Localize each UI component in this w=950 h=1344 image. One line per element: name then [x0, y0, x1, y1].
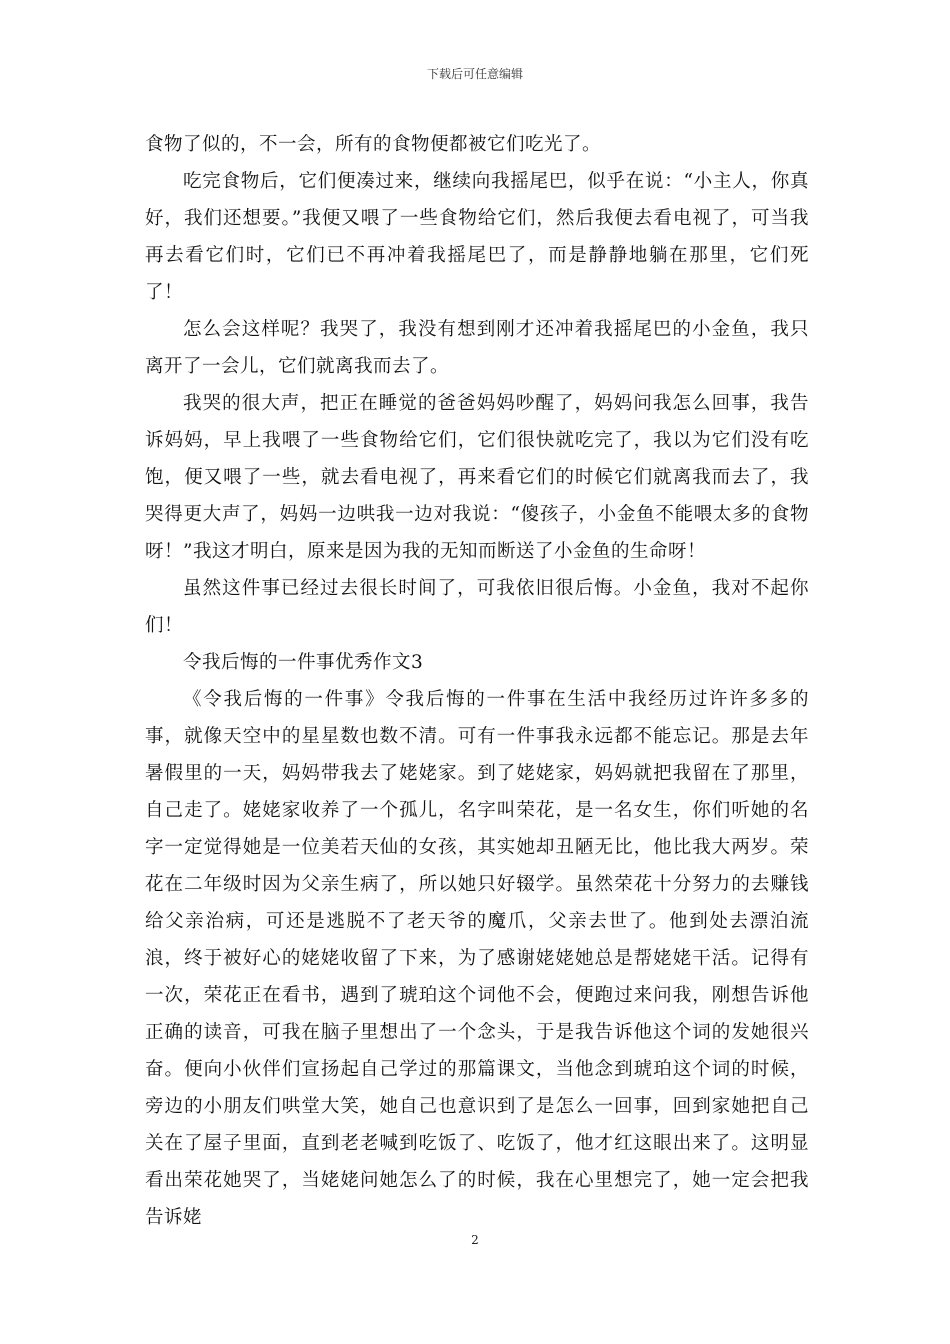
paragraph: 怎么会这样呢？我哭了，我没有想到刚才还冲着我摇尾巴的小金鱼，我只离开了一会儿，它们就离我而去了。 — [145, 319, 809, 377]
paragraph: 《令我后悔的一件事》令我后悔的一件事在生活中我经历过许许多多的事，就像天空中的星星数也数不清。可有一件事我永远都不能忘记。那是去年暑假里的一天，妈妈带我去了姥姥家。到了姥姥家，妈妈就把我留在了那里，自己走了。姥姥家收养了一个孤儿，名字叫荣花，是一名女生，你们听她的名字一定觉得她是一位美若天仙的女孩，其实她却丑陋无比，他比我大两岁。荣花在二年级时因为父亲生病了，所以她只好辍学。虽然荣花十分努力的去赚钱给父亲治病，可还是逃脱不了老天爷的魔爪，父亲去世了。他到处去漂泊流浪，终于被好心的姥姥收留了下来，为了感谢姥姥她总是帮姥姥干活。记得有一次，荣花正在看书，遇到了琥珀这个词他不会，便跑过来问我，刚想告诉他正确的读音，可我在脑子里想出了一个念头，于是我告诉他这个词的发她很兴奋。便向小伙伴们宣扬起自己学过的那篇课文，当他念到琥珀这个词的时候，旁边的小朋友们哄堂大笑，她自己也意识到了是怎么一回事，回到家她把自己关在了屋子里面，直到老老喊到吃饭了、吃饭了，他才红这眼出来了。这明显看出荣花她哭了，当姥姥问她怎么了的时候，我在心里想完了，她一定会把我告诉姥 — [145, 689, 809, 1228]
paragraph: 我哭的很大声，把正在睡觉的爸爸妈妈吵醒了，妈妈问我怎么回事，我告诉妈妈，早上我喂了一些食物给它们，它们很快就吃完了，我以为它们没有吃饱，便又喂了一些，就去看电视了，再来看它们的时候它们就离我而去了，我哭得更大声了，妈妈一边哄我一边对我说：“傻孩子，小金鱼不能喂太多的食物呀！”我这才明白，原来是因为我的无知而断送了小金鱼的生命呀！ — [145, 393, 809, 562]
page-header: 下载后可任意编辑 — [426, 67, 523, 81]
page-number: 2 — [471, 1233, 479, 1247]
paragraph-continuation: 食物了似的，不一会，所有的食物便都被它们吃光了。 — [145, 134, 602, 155]
document-body — [145, 126, 809, 1236]
paragraph: 吃完食物后，它们便凑过来，继续向我摇尾巴，似乎在说：“小主人，你真好，我们还想要。”我便又喂了一些食物给它们，然后我便去看电视了，可当我再去看它们时，它们已不再冲着我摇尾巴了，而是静静地躺在那里，它们死了！ — [145, 171, 809, 303]
paragraph: 虽然这件事已经过去很长时间了，可我依旧很后悔。小金鱼，我对不起你们！ — [145, 578, 809, 636]
section-title: 令我后悔的一件事优秀作文3 — [183, 652, 424, 673]
